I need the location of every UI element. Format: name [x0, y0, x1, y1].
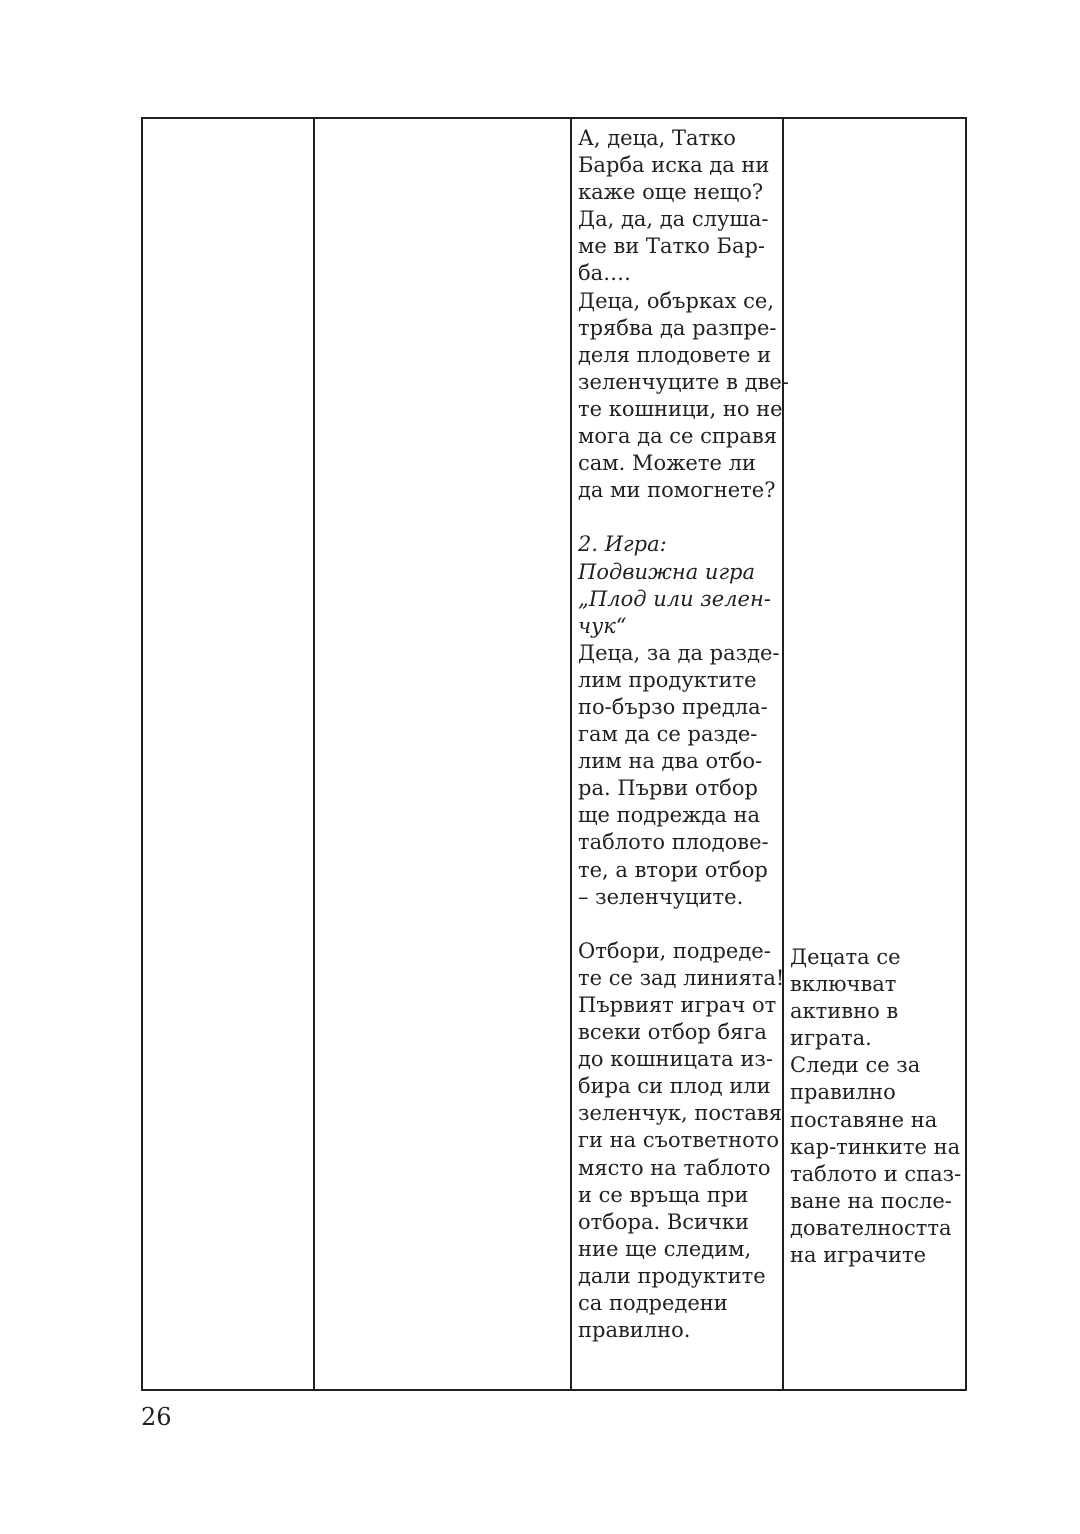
text-line: Да, да, да слуша-: [578, 207, 769, 232]
text-line: зеленчук, поставя: [578, 1101, 782, 1126]
text-line: те се зад линията!: [578, 965, 785, 990]
text-line: Деца, обърках се,: [578, 288, 774, 313]
text-line: сам. Можете ли: [578, 451, 756, 476]
text-line: – зеленчуците.: [578, 884, 744, 909]
text-line: по-бързо предла-: [578, 694, 768, 719]
text-line: А, деца, Татко: [578, 126, 736, 150]
text-line: [578, 911, 789, 938]
text-line: всеки отбор бяга: [578, 1020, 767, 1045]
text-line: те, а втори отбор: [578, 857, 768, 882]
text-line: дали продуктите: [578, 1263, 766, 1288]
text-line: ги на съответното: [578, 1128, 780, 1153]
text-line: гам да се разде-: [578, 722, 758, 747]
text-line: чук“: [578, 613, 627, 638]
text-line: и се връща при: [578, 1182, 749, 1207]
text-line: ра. Първи отбор: [578, 776, 758, 801]
text-line: таблото плодове-: [578, 830, 769, 855]
text-line: трябва да разпре-: [578, 315, 777, 340]
text-line: лим на два отбо-: [578, 749, 763, 774]
text-line: 2. Игра:: [578, 532, 667, 557]
page-number: 26: [141, 1403, 172, 1431]
text-line: „Плод или зелен-: [578, 586, 771, 611]
text-line: ване на после-: [790, 1188, 952, 1213]
text-line: ме ви Татко Бар-: [578, 234, 766, 259]
text-line: те кошници, но не: [578, 396, 783, 421]
text-line: отбора. Всички: [578, 1209, 750, 1234]
text-line: Отбори, подреде-: [578, 938, 771, 963]
text-line: на играчите: [790, 1243, 927, 1268]
text-line: правилно: [790, 1080, 896, 1105]
text-line: са подредени: [578, 1291, 728, 1316]
text-line: Децата се: [790, 945, 901, 969]
text-line: таблото и спаз-: [790, 1161, 962, 1186]
text-line: Следи се за: [790, 1053, 921, 1078]
text-line: дователността: [790, 1215, 952, 1240]
text-line: правилно.: [578, 1318, 691, 1343]
child-activity-text: [790, 944, 961, 1269]
text-line: деля плодовете и: [578, 342, 772, 367]
column-divider-2: [570, 119, 572, 1389]
text-line: до кошницата из-: [578, 1047, 773, 1072]
teacher-activity-text: [578, 125, 789, 1344]
column-divider-1: [313, 119, 315, 1389]
text-line: зеленчуците в две-: [578, 369, 789, 394]
text-line: бира си плод или: [578, 1074, 771, 1099]
text-line: играта.: [790, 1026, 872, 1051]
text-line: лим продуктите: [578, 667, 757, 692]
text-line: кар-тинките на: [790, 1134, 961, 1159]
text-line: ба….: [578, 261, 631, 286]
text-line: Първият играч от: [578, 993, 777, 1017]
text-line: каже още нещо?: [578, 180, 764, 205]
text-line: да ми помогнете?: [578, 478, 776, 503]
text-line: място на таблото: [578, 1155, 771, 1180]
text-line: активно в: [790, 999, 899, 1024]
text-line: поставяне на: [790, 1107, 938, 1132]
text-line: Деца, за да разде-: [578, 640, 780, 665]
text-line: Барба иска да ни: [578, 153, 770, 178]
text-line: ще подрежда на: [578, 803, 761, 828]
text-line: [578, 504, 789, 531]
text-line: мога да се справя: [578, 424, 777, 449]
text-line: ние ще следим,: [578, 1236, 752, 1261]
text-line: Подвижна игра: [578, 559, 756, 584]
lesson-table: [141, 117, 967, 1391]
text-line: включват: [790, 972, 897, 997]
